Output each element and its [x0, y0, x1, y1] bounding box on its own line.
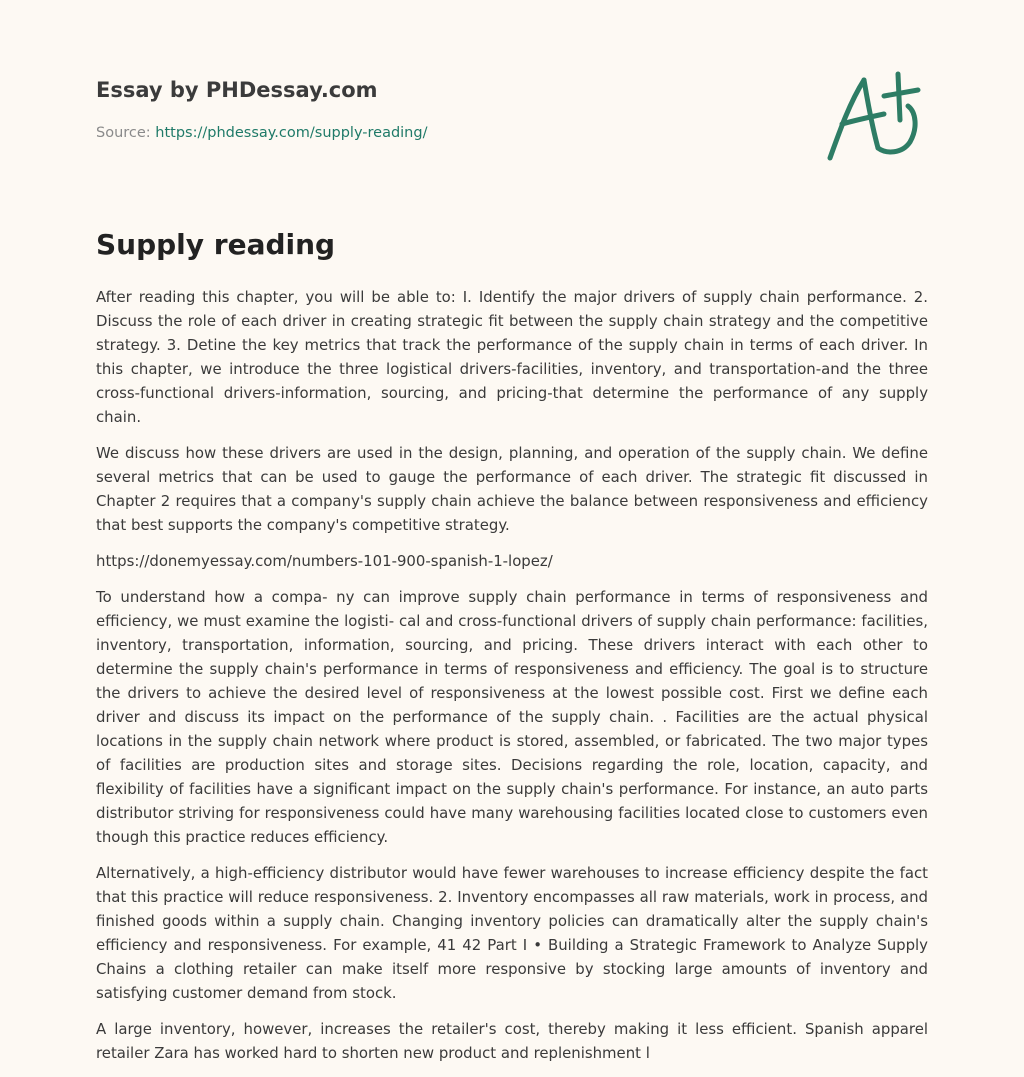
source-line: [96, 124, 427, 142]
reference-url: https://donemyessay.com/numbers-101-900-spanish-1-lopez/: [96, 552, 553, 570]
paragraph: After reading this chapter, you will be able to: I. Identify the major drivers of supply chain performance. 2. Discuss the role of each driver in creating strategic fit between the supply chain strategy and the competitive strategy. 3. Detine the key metrics that track the performance of the supply chain in terms of each driver. In this chapter, we introduce the three logistical drivers-facilities, inventory, and transportation-and the three cross-functional drivers-information, sourcing, and pricing-that determine the performance of any supply chain.: [96, 288, 928, 426]
paragraph: We discuss how these drivers are used in the design, planning, and operation of the supply chain. We define several metrics that can be used to gauge the performance of each driver. The strategic fit discussed in Chapter 2 requires that a company's supply chain achieve the balance between responsiveness and efficiency that best supports the company's competitive strategy.: [96, 444, 928, 534]
paragraph: To understand how a compa- ny can improve supply chain performance in terms of responsiveness and efficiency, we must examine the logisti- cal and cross-functional drivers of supply chain performance: facilities, inventory, transportation, information, sourcing, and pricing. These drivers interact with each other to determine the supply chain's performance in terms of responsiveness and efficiency. The goal is to structure the drivers to achieve the desired level of responsiveness at the lowest possible cost. First we define each driver and discuss its impact on the performance of the supply chain. . Facilities are the actual physical locations in the supply chain network where product is stored, assembled, or fabricated. The two major types of facilities are production sites and storage sites. Decisions regarding the role, location, capacity, and flexibility of facilities have a significant impact on the supply chain's performance. For instance, an auto parts distributor striving for responsiveness could have many warehousing facilities located close to customers even though this practice reduces efficiency.: [96, 588, 928, 846]
source-label: Source:: [96, 125, 151, 141]
paragraph: A large inventory, however, increases the retailer's cost, thereby making it less efficient. Spanish apparel retailer Zara has worked hard to shorten new product and replenishment l: [96, 1020, 928, 1062]
brand-title: Essay by PHDessay.com: [96, 78, 378, 102]
essay-title: Supply reading: [96, 228, 336, 261]
paragraph: Alternatively, a high-efficiency distributor would have fewer warehouses to increase efficiency despite the fact that this practice will reduce responsiveness. 2. Inventory encompasses all raw materials, work in process, and finished goods within a supply chain. Changing inventory policies can dramatically alter the supply chain's efficiency and responsiveness. For example, 41 42 Part I • Building a Strategic Framework to Analyze Supply Chains a clothing retailer can make itself more responsive by stocking large amounts of inventory and satisfying customer demand from stock.: [96, 864, 928, 1002]
essay-body: [96, 285, 928, 1077]
a-plus-logo-icon: [826, 68, 926, 164]
source-link[interactable]: https://phdessay.com/supply-reading/: [155, 125, 428, 141]
